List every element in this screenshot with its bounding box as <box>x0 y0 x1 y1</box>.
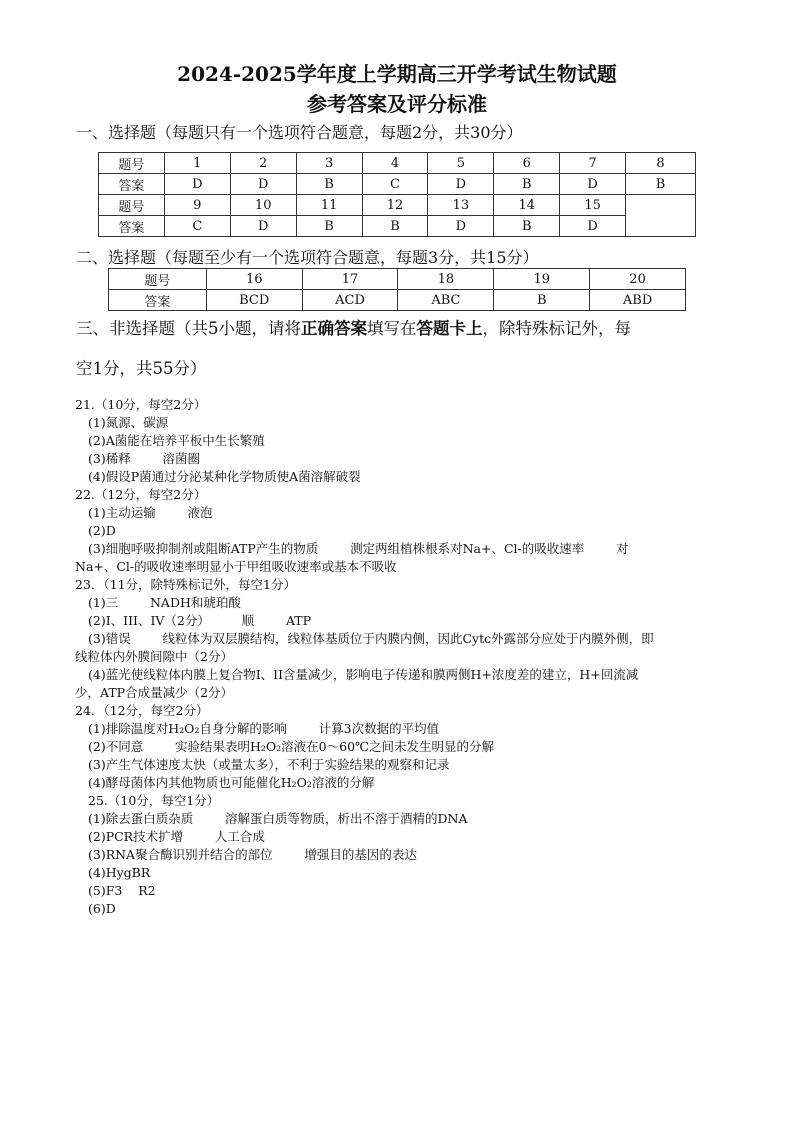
answer-line: (4)HygBR <box>88 865 151 880</box>
section3-heading-part: 填写在 <box>367 319 417 338</box>
answer-cell: D <box>428 216 494 237</box>
question-number: 16 <box>206 269 302 290</box>
question-number-header: 题号 <box>99 153 165 174</box>
answer-cell: D <box>230 216 296 237</box>
document-title: 2024-2025学年度上学期高三开学考试生物试题 <box>177 62 617 86</box>
question-number: 4 <box>362 153 428 174</box>
answer-line: 23．（11分，除特殊标记外，每空1分） <box>75 577 297 592</box>
answer-line: (2)不同意 实验结果表明H₂O₂溶液在0～60℃之间未发生明显的分解 <box>88 739 495 754</box>
question-number: 5 <box>428 153 494 174</box>
question-number: 19 <box>494 269 590 290</box>
question-number: 20 <box>590 269 686 290</box>
answer-header: 答案 <box>109 290 207 311</box>
answer-line: (4)假设P菌通过分泌某种化学物质使A菌溶解破裂 <box>88 469 361 484</box>
answer-line: 24．（12分，每空2分） <box>75 703 209 718</box>
section3-heading-emphasis: 答题卡上 <box>416 319 483 338</box>
answer-header: 答案 <box>99 216 165 237</box>
answer-cell: ABD <box>590 290 686 311</box>
question-number-header: 题号 <box>109 269 207 290</box>
answer-line: Na+、Cl-的吸收速率明显小于甲组吸收速率或基本不吸收 <box>75 559 397 574</box>
table-row <box>109 269 686 290</box>
question-number: 15 <box>560 195 626 216</box>
section3-heading-part: ，除特殊标记外，每 <box>482 319 631 338</box>
answer-line: 线粒体内外膜间隙中（2分） <box>75 649 233 664</box>
answer-line: (1)氮源、碳源 <box>88 415 169 430</box>
table-row <box>99 195 696 216</box>
answer-line: (3)错误 线粒体为双层膜结构，线粒体基质位于内膜内侧，因此Cytc外露部分应处于内膜外侧，即 <box>88 631 654 646</box>
answer-cell: D <box>560 216 626 237</box>
answer-cell: B <box>362 216 428 237</box>
answer-line: (3)RNA聚合酶识别并结合的部位 增强目的基因的表达 <box>88 847 417 862</box>
question-number: 10 <box>230 195 296 216</box>
answer-line: (3)细胞呼吸抑制剂或阻断ATP产生的物质 测定两组植株根系对Na+、Cl-的吸收速率 对 <box>88 541 629 556</box>
answer-line: (1)排除温度对H₂O₂自身分解的影响 计算3次数据的平均值 <box>88 721 440 736</box>
answer-cell: D <box>164 174 230 195</box>
answer-line: (1)除去蛋白质杂质 溶解蛋白质等物质，析出不溶于酒精的DNA <box>88 811 468 826</box>
question-number: 12 <box>362 195 428 216</box>
question-number: 11 <box>296 195 362 216</box>
answer-line: (1)主动运输 液泡 <box>88 505 213 520</box>
question-number: 8 <box>626 153 696 174</box>
answer-line: (5)F3 R2 <box>88 883 156 898</box>
table-row <box>99 216 696 237</box>
section1-heading: 一、选择题（每题只有一个选项符合题意，每题2分，共30分） <box>76 123 523 142</box>
answer-cell: D <box>560 174 626 195</box>
answer-line: (6)D <box>88 901 116 916</box>
section1-answer-table <box>98 152 696 237</box>
section3-heading-line2: 空1分，共55分） <box>76 359 207 378</box>
question-number: 18 <box>398 269 494 290</box>
answer-cell: D <box>230 174 296 195</box>
answer-line: 25.（10分，每空1分） <box>88 793 220 808</box>
empty-cell <box>626 195 696 237</box>
section3-heading-emphasis: 正确答案 <box>301 319 367 338</box>
answer-cell: B <box>494 290 590 311</box>
question-number-header: 题号 <box>99 195 165 216</box>
answer-cell: ACD <box>302 290 398 311</box>
answer-header: 答案 <box>99 174 165 195</box>
section2-answer-table <box>108 268 686 311</box>
answer-cell: ABC <box>398 290 494 311</box>
question-number: 2 <box>230 153 296 174</box>
answer-line: (4)蓝光使线粒体内膜上复合物I、II含量减少，影响电子传递和膜两侧H+浓度差的建立，H+回流减 <box>88 667 639 682</box>
answer-cell: D <box>428 174 494 195</box>
answer-line: (4)酵母菌体内其他物质也可能催化H₂O₂溶液的分解 <box>88 775 375 790</box>
answer-cell: B <box>296 216 362 237</box>
answer-line: 少，ATP合成量减少（2分） <box>75 685 234 700</box>
answer-cell: B <box>296 174 362 195</box>
answer-line: 21.（10分，每空2分） <box>75 397 207 412</box>
answer-line: (2)D <box>88 523 116 538</box>
answer-cell: B <box>626 174 696 195</box>
answer-line: (2)I、III、IV（2分） 顺 ATP <box>88 613 312 628</box>
table-row <box>99 153 696 174</box>
question-number: 6 <box>494 153 560 174</box>
table-row <box>109 290 686 311</box>
answer-line: (3)稀释 溶菌圈 <box>88 451 200 466</box>
answer-cell: B <box>494 216 560 237</box>
answer-cell: C <box>164 216 230 237</box>
answer-line: (2)PCR技术扩增 人工合成 <box>88 829 265 844</box>
answer-cell: B <box>494 174 560 195</box>
question-number: 3 <box>296 153 362 174</box>
answer-line: 22.（12分，每空2分） <box>75 487 207 502</box>
question-number: 9 <box>164 195 230 216</box>
table-row <box>99 174 696 195</box>
section3-heading-part: 三、非选择题（共5小题，请将 <box>76 319 301 338</box>
question-number: 14 <box>494 195 560 216</box>
question-number: 7 <box>560 153 626 174</box>
answer-line: (1)三 NADH和琥珀酸 <box>88 595 241 610</box>
section3-heading <box>76 315 631 339</box>
section2-heading: 二、选择题（每题至少有一个选项符合题意，每题3分，共15分） <box>76 248 539 267</box>
answer-line: (2)A菌能在培养平板中生长繁殖 <box>88 433 265 448</box>
answer-line: (3)产生气体速度太快（或量太多），不利于实验结果的观察和记录 <box>88 757 450 772</box>
question-number: 17 <box>302 269 398 290</box>
answer-cell: BCD <box>206 290 302 311</box>
question-number: 1 <box>164 153 230 174</box>
question-number: 13 <box>428 195 494 216</box>
answer-cell: C <box>362 174 428 195</box>
document-subtitle: 参考答案及评分标准 <box>307 92 487 116</box>
